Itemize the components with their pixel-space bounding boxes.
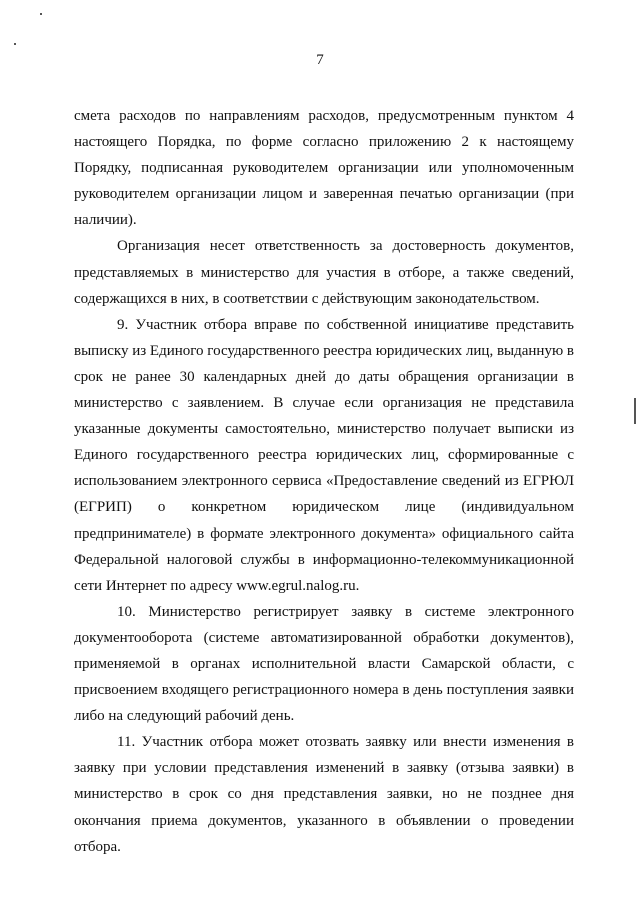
scan-dot	[14, 43, 16, 45]
paragraph-item-9: 9. Участник отбора вправе по собственной инициативе представить выписку из Единого государственного реестра юридических лиц, выданную в срок не ранее 30 календарных дней до даты обращения организации в министерство с заявлением. В случае если организация не представила указанные документы самостоятельно, министерство получает выписки из Единого государственного реестра юридических лиц, сформированные с использованием электронного сервиса «Предоставление сведений из ЕГРЮЛ (ЕГРИП) о конкретном юридическом лице (индивидуальном предпринимателе) в формате электронного документа» официального сайта Федеральной налоговой службы в информационно-телекоммуникационной сети Интернет по адресу www.egrul.nalog.ru.	[74, 316, 574, 594]
paragraph-estimate: смета расходов по направлениям расходов, предусмотренным пунктом 4 настоящего Порядка, по форме согласно приложению 2 к настоящему Порядку, подписанная руководителем организации или уполномоченным руководителем организации лицом и заверенная печатью организации (при наличии).	[74, 108, 574, 229]
document-body	[74, 103, 574, 860]
paragraph-responsibility: Организация несет ответственность за достоверность документов, представляемых в министерство для участия в отборе, а также сведений, содержащихся в них, в соответствии с действующим законодательством.	[74, 238, 574, 307]
paragraph-item-10: 10. Министерство регистрирует заявку в системе электронного документооборота (системе автоматизированной обработки документов), применяемой в органах исполнительной власти Самарской области, с присвоением входящего регистрационного номера в день поступления заявки либо на следующий рабочий день.	[74, 603, 574, 725]
scan-dot	[40, 13, 42, 15]
paragraph-item-11: 11. Участник отбора может отозвать заявку или внести изменения в заявку при условии представления изменений в заявку (отзыва заявки) в министерство в срок со дня представления заявки, но не позднее дня окончания приема документов, указанного в объявлении о проведении отбора.	[74, 734, 574, 855]
scan-edge-mark	[634, 398, 636, 424]
page-number: 7	[316, 52, 324, 68]
